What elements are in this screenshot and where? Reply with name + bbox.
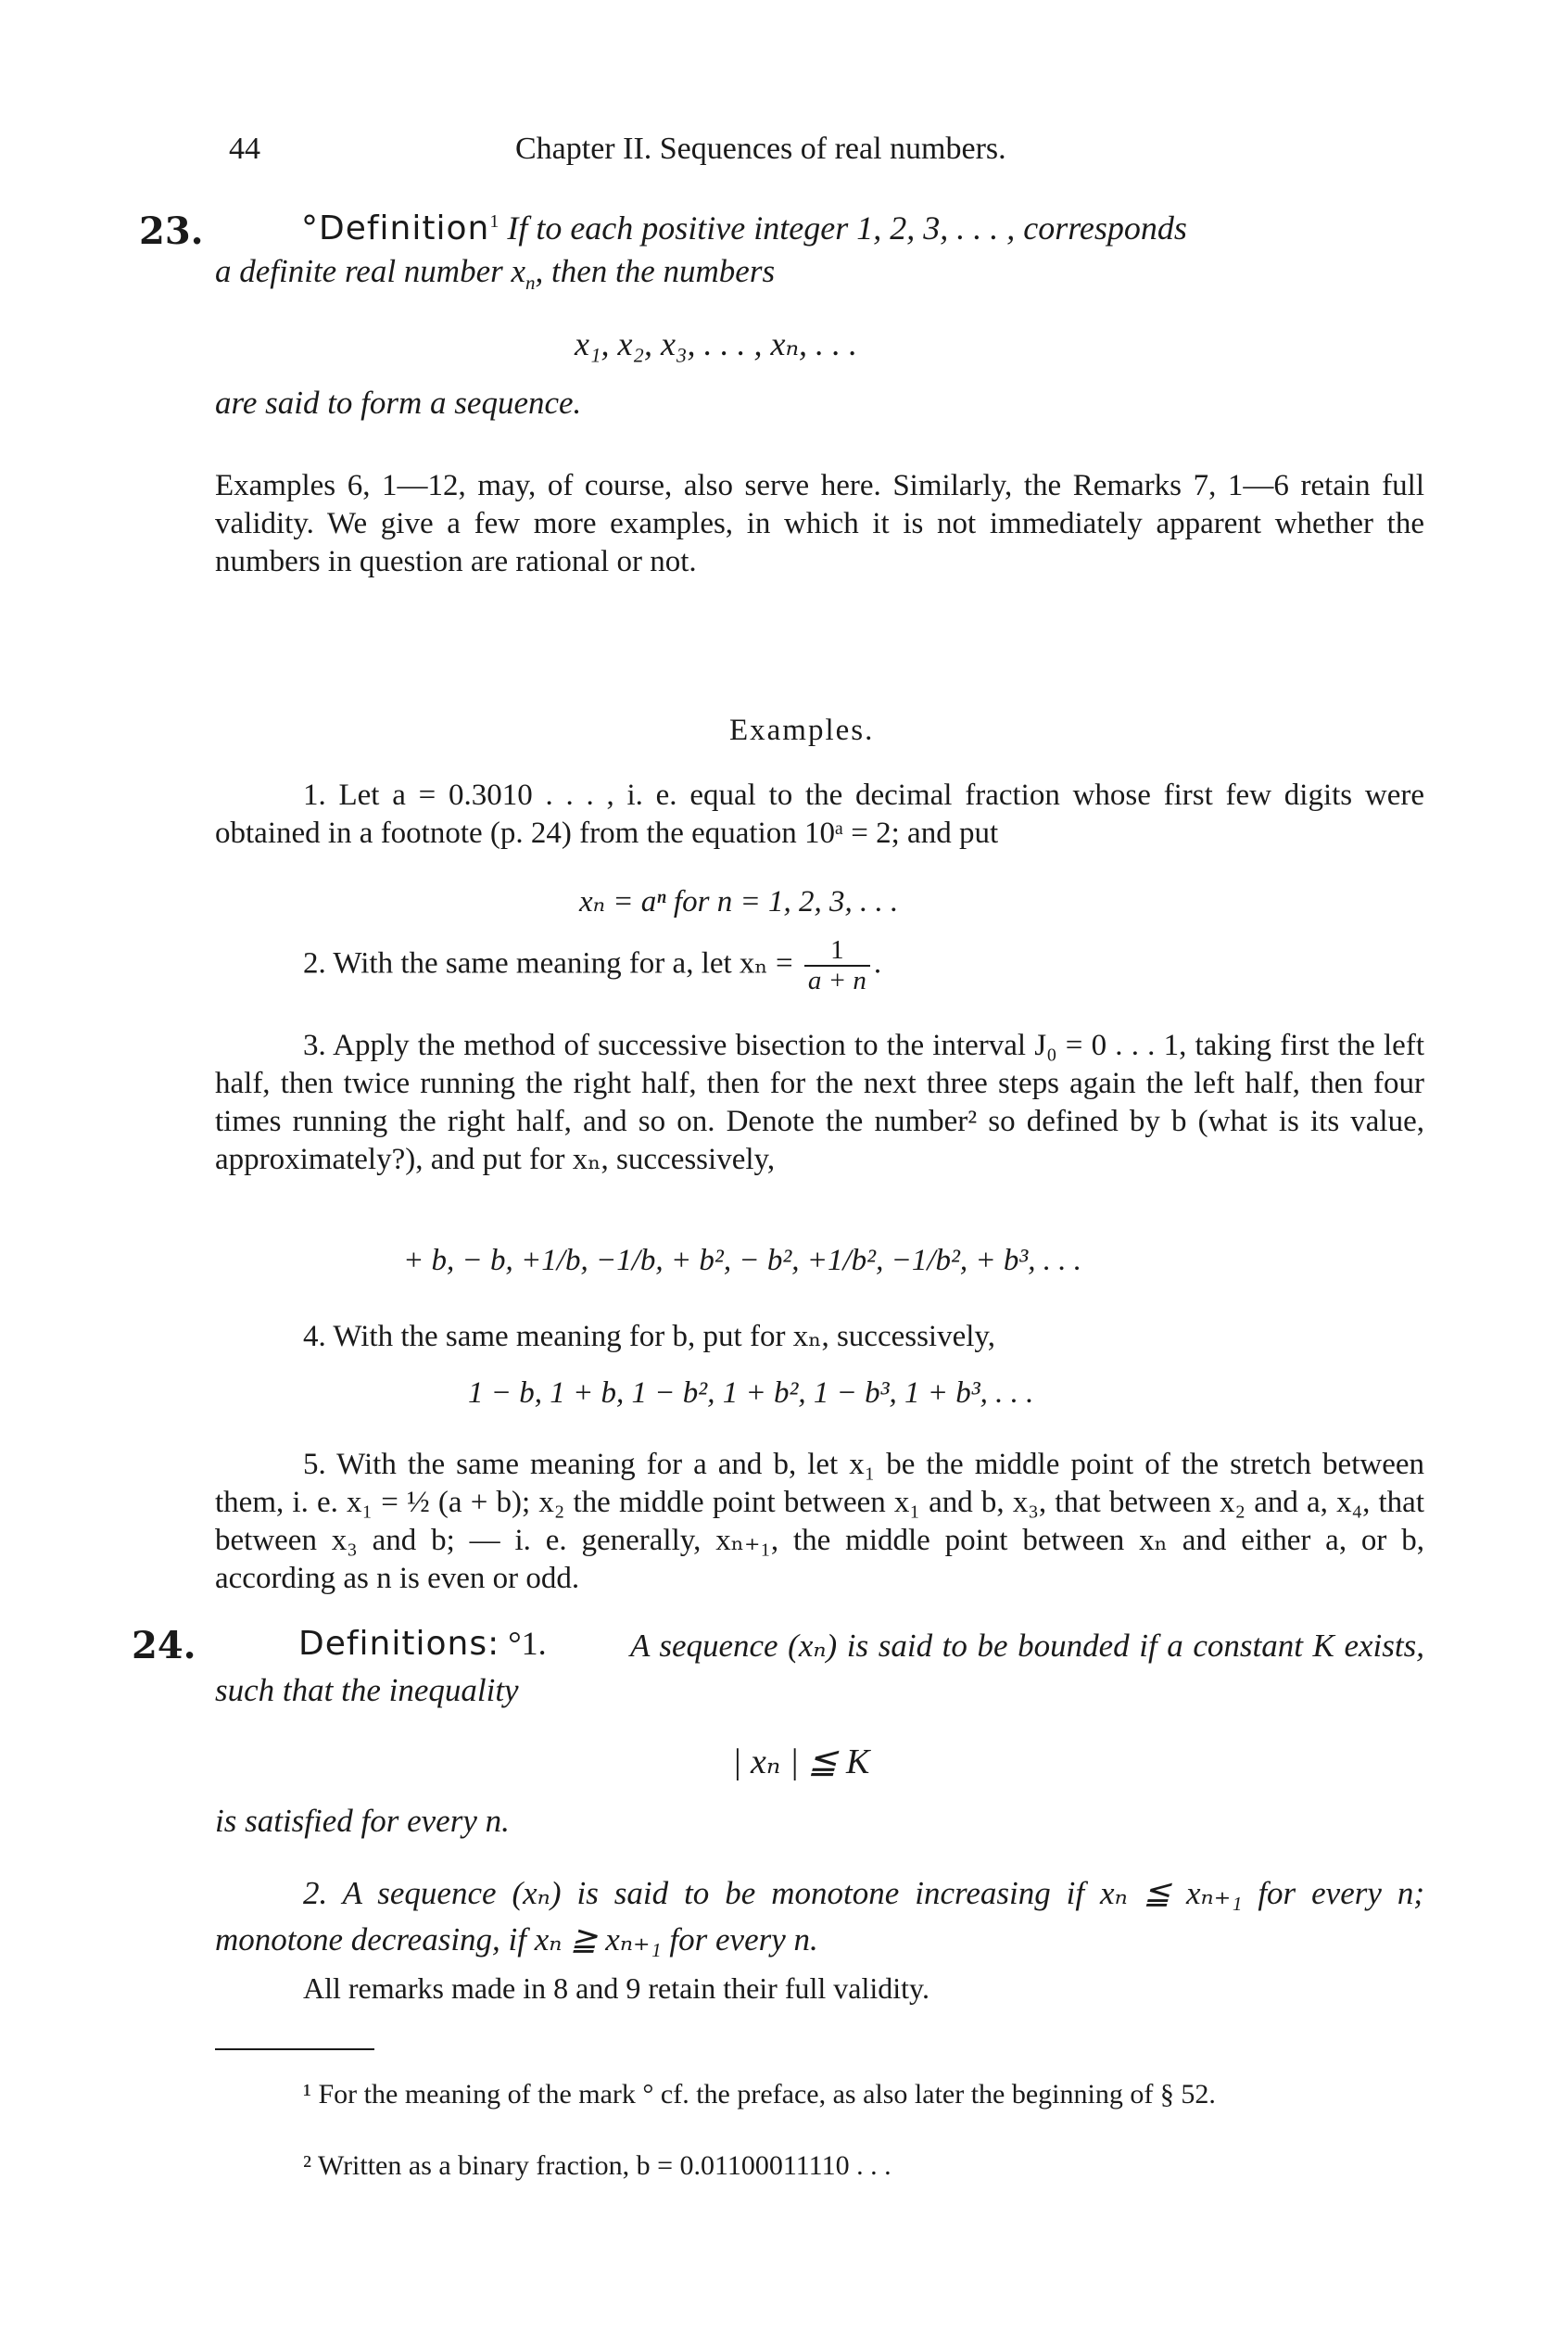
example-1-display: xₙ = aⁿ for n = 1, 2, 3, . . . [579,885,899,919]
example-4: 4. With the same meaning for b, put for xₙ, successively, [303,1320,996,1353]
example-2-numerator: 1 [804,936,870,967]
remark-23: Examples 6, 1—12, may, of course, also serve here. Similarly, the Remarks 7, 1—6 retain full validity. We give a few more examples, in which it is not immediately apparent whether the numbers in question are rational or not. [215,469,1424,578]
sequence-display: x₁, x₂, x₃, . . . , xₙ, . . . [575,325,858,362]
definition-23-line3: are said to form a sequence. [215,385,582,421]
example-2: 2. With the same meaning for a, let xₙ = $\frac{1}{a + n}$ . [303,935,882,995]
definition-1-marker: °1. [508,1625,547,1662]
definition-text-line2: a definite real number x [215,253,526,289]
footnote-divider [215,2048,374,2050]
definition-label: °Definition [301,209,490,247]
section-number-24: 24. [132,1624,196,1667]
footnote-1: ¹ For the meaning of the mark ° cf. the preface, as also later the beginning of § 52. [303,2079,1216,2110]
example-2-text: 2. With the same meaning for a, let xₙ = [303,946,793,981]
section-number-23: 23. [139,209,204,253]
definition-text-line1: If to each positive integer 1, 2, 3, . . . , corresponds [507,209,1187,247]
examples-heading: Examples. [729,714,875,747]
definition-2-text: 2. A sequence (xₙ) is said to be monotone increasing if xₙ ≦ xₙ₊₁ for every n; monotone decreasing, if xₙ ≧ xₙ₊₁ for every n. [215,1875,1424,1958]
example-3: 3. Apply the method of successive bisection to the interval J₀ = 0 . . . 1, taking first the left half, then twice running the right half, then for the next three steps again the left half, then four times running the right half, and so on. Denote the number² so defined by b (what is its value, approximately?), and put for xₙ, successively, [215,1029,1424,1176]
running-title: Chapter II. Sequences of real numbers. [515,132,1006,166]
definition-23-line2 [215,253,775,295]
example-4-display: 1 − b, 1 + b, 1 − b², 1 + b², 1 − b³, 1 + b³, . . . [468,1376,1034,1410]
example-3-display: + b, − b, +1/b, −1/b, + b², − b², +1/b², −1/b², + b³, . . . [403,1244,1082,1277]
definition-23-line1 [301,209,1187,247]
example-2-fraction [804,936,870,995]
definitions-label: Definitions: [298,1625,500,1663]
definition-subscript: n [525,272,536,294]
page-number: 44 [229,132,260,166]
definition-1-end: is satisfied for every n. [215,1803,510,1839]
definition-text-line2-end: , then the numbers [535,253,776,289]
definition-1-display: | xₙ | ≦ K [732,1742,870,1781]
remark-24: All remarks made in 8 and 9 retain their full validity. [303,1971,929,2005]
example-5: 5. With the same meaning for a and b, let x₁ be the middle point of the stretch between them, i. e. x₁ = ½ (a + b); x₂ the middle point between x₁ and b, x₃, that between x₂ and a, x₄, that between x₃ and b; — i. e. generally, xₙ₊₁, the middle point between xₙ and either a, or b, according as n is even or odd. [215,1448,1424,1595]
definition-1-text: A sequence (xₙ) is said to be bounded if a constant K exists, such that the inequality [215,1628,1424,1708]
footnote-2: ² Written as a binary fraction, b = 0.01100011110 . . . [303,2150,891,2181]
definition-footnote-mark: 1 [489,211,499,232]
example-2-denominator: a + n [807,966,866,995]
example-1: 1. Let a = 0.3010 . . . , i. e. equal to the decimal fraction whose first few digits were obtained in a footnote (p. 24) from the equation 10ᵃ = 2; and put [215,779,1424,850]
